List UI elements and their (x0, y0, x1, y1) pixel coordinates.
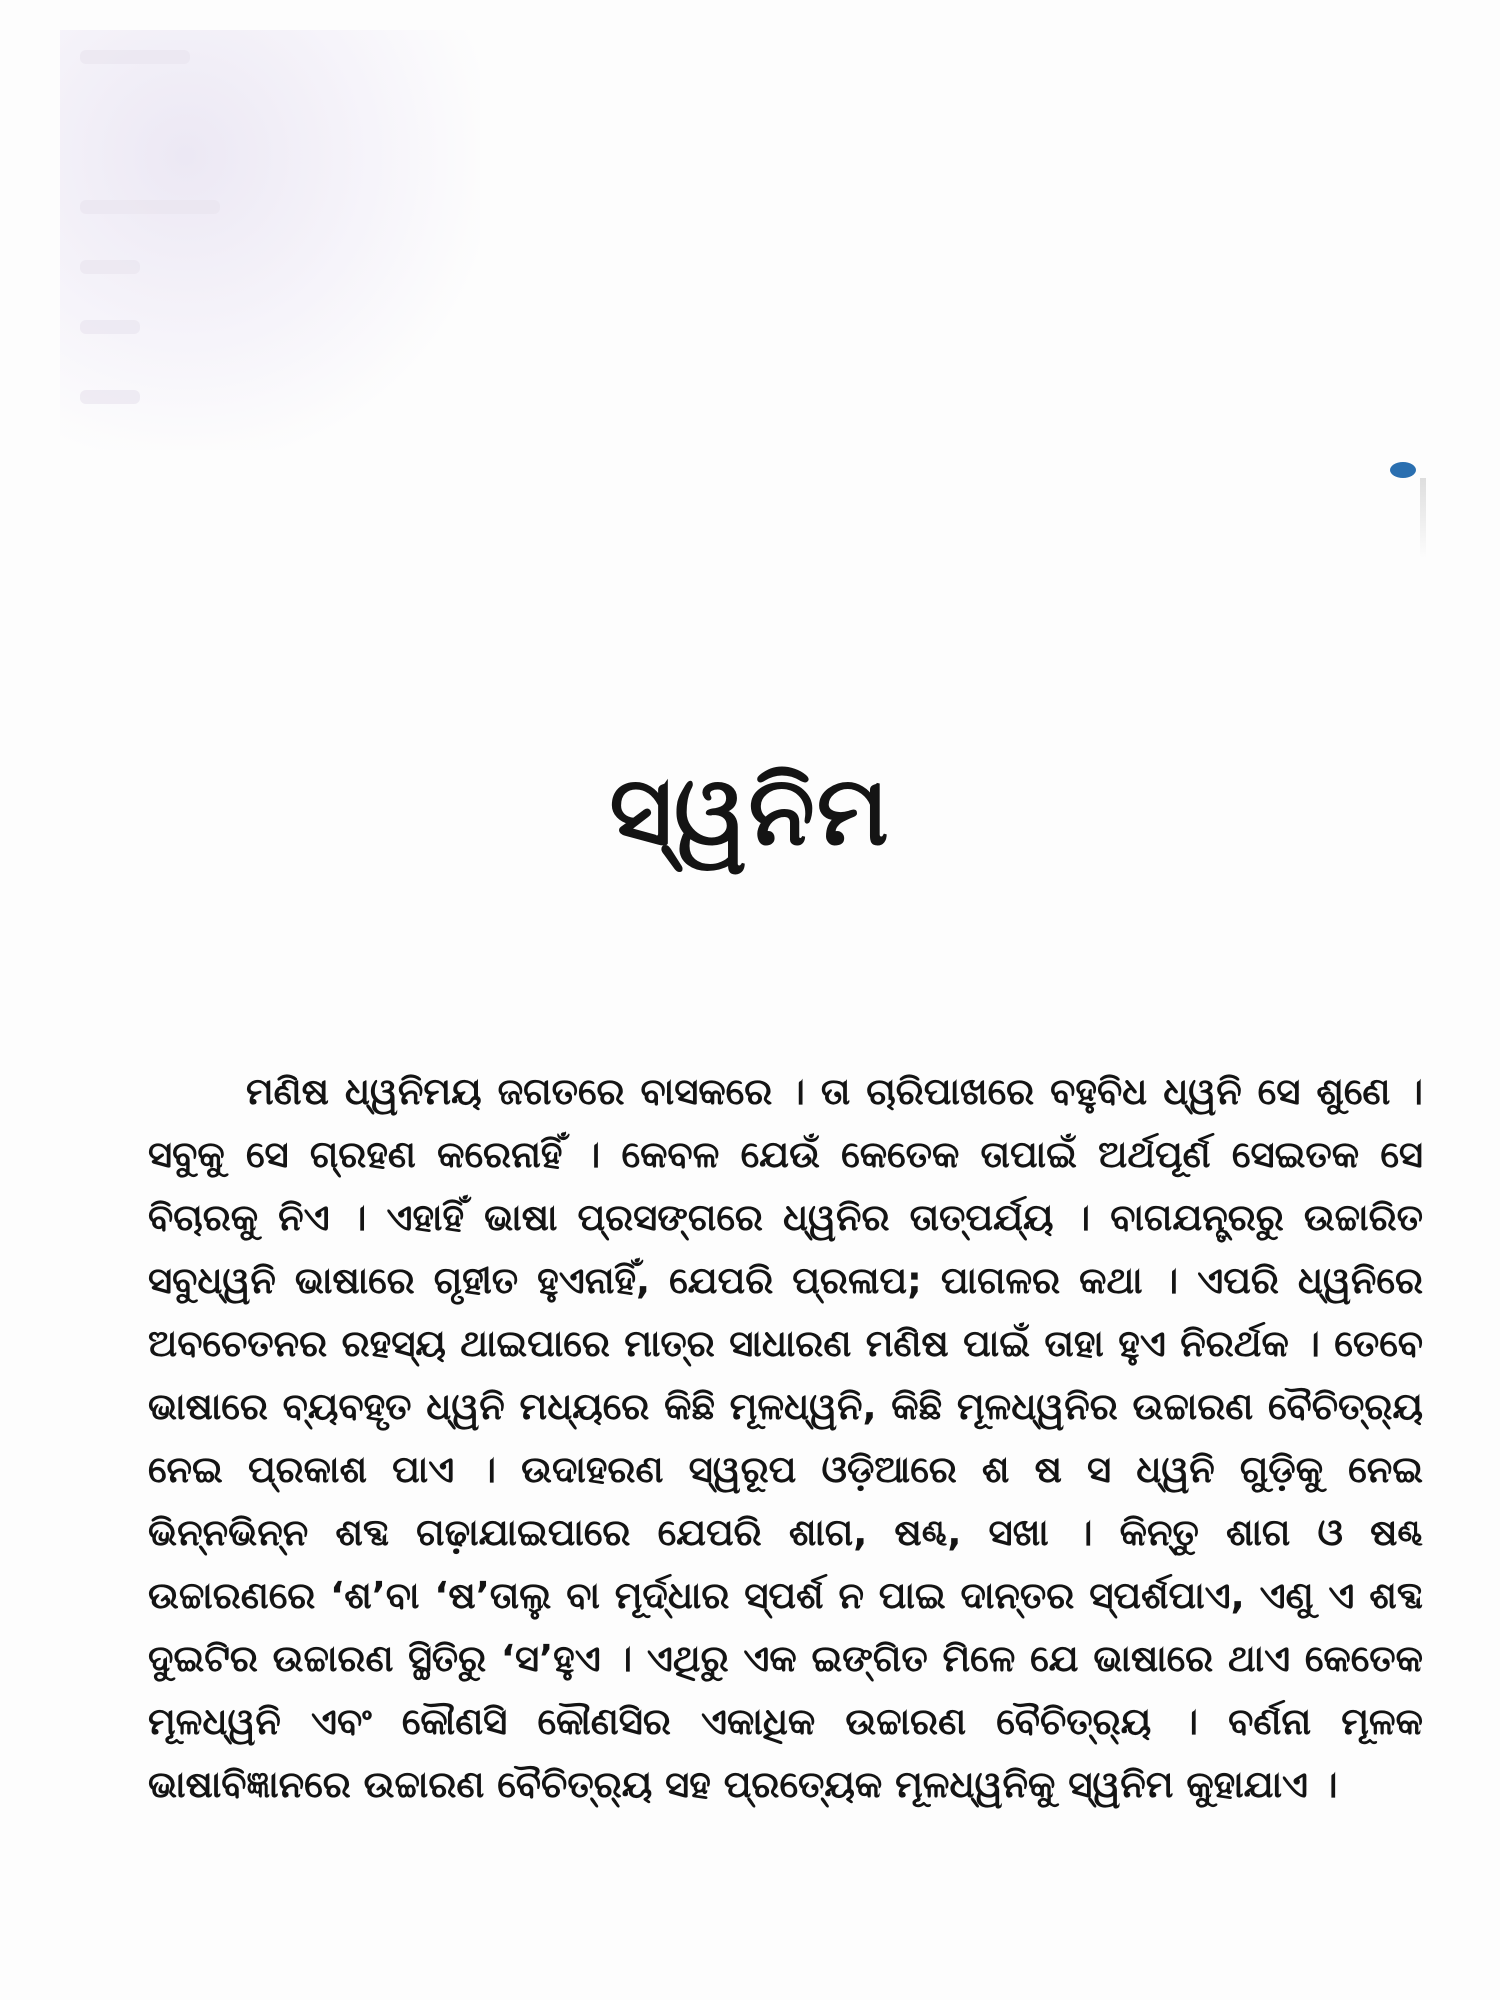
bleed-through-mark (80, 390, 140, 404)
bleed-through-mark (80, 320, 140, 334)
page-title: ସ୍ୱନିମ (609, 755, 891, 868)
bleed-through-mark (80, 200, 220, 214)
bleed-through-mark (80, 260, 140, 274)
ink-speck (1390, 462, 1416, 478)
bleed-through-shadow (60, 30, 480, 450)
body-paragraph: ମଣିଷ ଧ୍ୱନିମୟ ଜଗତରେ ବାସକରେ । ତା ଚାରିପାଖରେ ବହୁବିଧ ଧ୍ୱନି ସେ ଶୁଣେ । ସବୁକୁ ସେ ଗ୍ରହଣ କରେନାହିଁ । କେବଳ ଯେଉଁ କେତେକ ତାପାଇଁ ଅର୍ଥପୂର୍ଣ ସେଇତକ ସେ ବିଚାରକୁ ନିଏ । ଏହାହିଁ ଭାଷା ପ୍ରସଙ୍ଗରେ ଧ୍ୱନିର ତାତ୍ପର୍ଯ୍ୟ । ବାଗଯନ୍ତ୍ରରୁ ଉଚ୍ଚାରିତ ସବୁଧ୍ୱନି ଭାଷାରେ ଗୃହୀତ ହୁଏନାହିଁ, ଯେପରି ପ୍ରଳାପ; ପାଗଳର କଥା । ଏପରି ଧ୍ୱନିରେ ଅବଚେତନର ରହସ୍ୟ ଥାଇପାରେ ମାତ୍ର ସାଧାରଣ ମଣିଷ ପାଇଁ ତାହା ହୁଏ ନିରର୍ଥକ । ତେବେ ଭାଷାରେ ବ୍ୟବହୃତ ଧ୍ୱନି ମଧ୍ୟରେ କିଛି ମୂଳଧ୍ୱନି, କିଛି ମୂଳଧ୍ୱନିର ଉଚ୍ଚାରଣ ବୈଚିତ୍ର୍ୟ ନେଇ ପ୍ରକାଶ ପାଏ । ଉଦାହରଣ ସ୍ୱରୂପ ଓଡ଼ିଆରେ ଶ ଷ ସ ଧ୍ୱନି ଗୁଡ଼ିକୁ ନେଇ ଭିନ୍ନଭିନ୍ନ ଶବ୍ଦ ଗଢ଼ାଯାଇପାରେ ଯେପରି ଶାଗ, ଷଣ୍ଢ, ସଖା । କିନ୍ତୁ ଶାଗ ଓ ଷଣ୍ଢ ଉଚ୍ଚାରଣରେ ‘ଶ’ବା ‘ଷ’ତାଲୁ ବା ମୂର୍ଦ୍ଧାର ସ୍ପର୍ଶ ନ ପାଇ ଦାନ୍ତର ସ୍ପର୍ଶପାଏ, ଏଣୁ ଏ ଶବ୍ଦ ଦୁଇଟିର ଉଚ୍ଚାରଣ ସ୍ଥିତିରୁ ‘ସ’ହୁଏ । ଏଥିରୁ ଏକ ଇଙ୍ଗିତ ମିଳେ ଯେ ଭାଷାରେ ଥାଏ କେତେକ ମୂଳଧ୍ୱନି ଏବଂ କୌଣସି କୌଣସିର ଏକାଧିକ ଉଚ୍ଚାରଣ ବୈଚିତ୍ର୍ୟ । ବର୍ଣନା ମୂଳକ ଭାଷାବିଜ୍ଞାନରେ ଉଚ୍ଚାରଣ ବୈଚିତ୍ର୍ୟ ସହ ପ୍ରତ୍ୟେକ ମୂଳଧ୍ୱନିକୁ ସ୍ୱନିମ କୁହାଯାଏ । (148, 1070, 1423, 1806)
bleed-through-mark (80, 50, 190, 64)
page-edge-shadow (1420, 478, 1426, 558)
